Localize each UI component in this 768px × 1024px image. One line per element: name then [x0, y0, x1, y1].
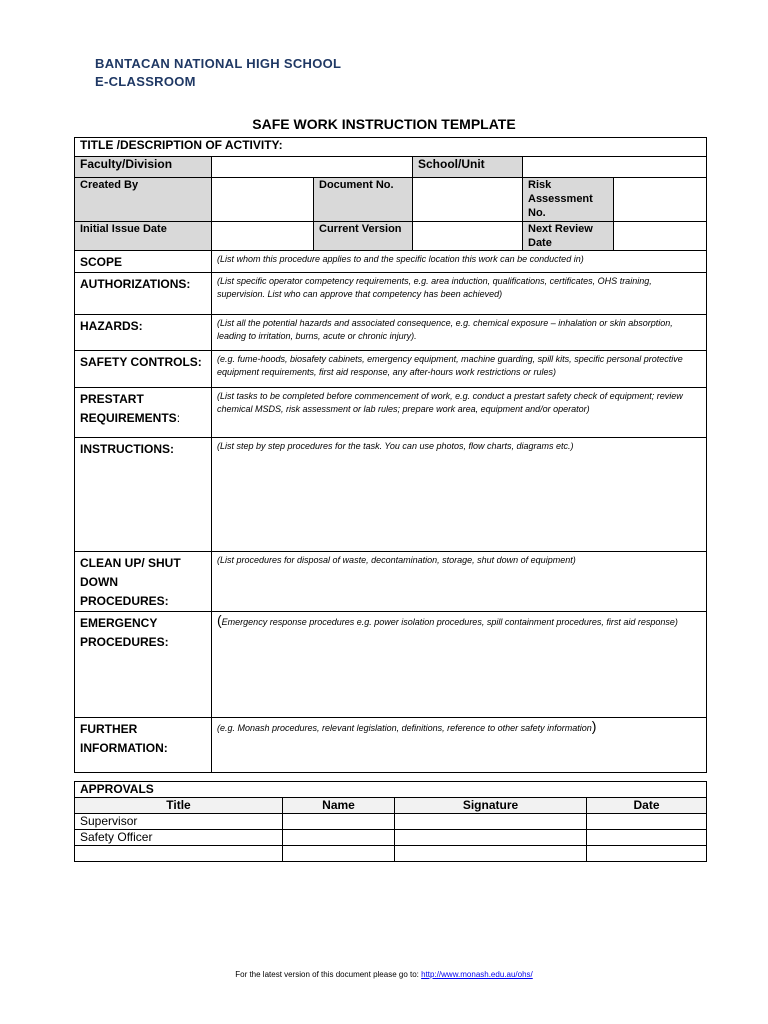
risk-assessment-label: Risk Assessment No. — [523, 178, 614, 222]
emergency-procedures-label — [75, 612, 212, 718]
initial-issue-date-field[interactable] — [212, 222, 314, 251]
school-header — [95, 55, 341, 91]
emergency-procedures-field[interactable] — [212, 612, 707, 718]
col-date: Date — [587, 798, 707, 814]
footer — [0, 970, 768, 979]
created-by-label: Created By — [75, 178, 212, 222]
further-line-1: FURTHER — [80, 722, 138, 736]
scope-label: SCOPE — [75, 251, 212, 273]
document-no-field[interactable] — [413, 178, 523, 222]
authorizations-label: AUTHORIZATIONS: — [75, 273, 212, 315]
hazards-label: HAZARDS: — [75, 315, 212, 351]
footer-text: For the latest version of this document please go to: — [235, 970, 422, 979]
initial-issue-date-label: Initial Issue Date — [75, 222, 212, 251]
clean-up-line-3: PROCEDURES: — [80, 594, 169, 608]
instructions-label: INSTRUCTIONS: — [75, 438, 212, 552]
current-version-label: Current Version — [314, 222, 413, 251]
school-subtitle: E-CLASSROOM — [95, 74, 196, 89]
current-version-field[interactable] — [413, 222, 523, 251]
prestart-line-1: PRESTART — [80, 392, 144, 406]
document-title: SAFE WORK INSTRUCTION TEMPLATE — [252, 116, 516, 132]
blank-signature-field[interactable] — [395, 846, 587, 862]
further-line-2: INFORMATION: — [80, 741, 168, 755]
further-close-paren: ) — [591, 718, 597, 734]
faculty-division-field[interactable] — [212, 157, 413, 178]
further-information-label — [75, 718, 212, 773]
risk-assessment-field[interactable] — [614, 178, 707, 222]
school-name: BANTACAN NATIONAL HIGH SCHOOL — [95, 56, 342, 71]
blank-name-field[interactable] — [283, 846, 395, 862]
col-name: Name — [283, 798, 395, 814]
clean-up-field[interactable]: (List procedures for disposal of waste, decontamination, storage, shut down of equipment) — [212, 552, 707, 612]
prestart-line-2 — [80, 409, 206, 428]
title-description-label: TITLE /DESCRIPTION OF ACTIVITY: — [75, 138, 707, 157]
supervisor-signature-field[interactable] — [395, 814, 587, 830]
emergency-open-paren: ( — [217, 612, 222, 628]
safe-work-form — [74, 137, 707, 773]
emergency-line-1: EMERGENCY — [80, 616, 158, 630]
safety-officer-signature-field[interactable] — [395, 830, 587, 846]
col-signature: Signature — [395, 798, 587, 814]
blank-title-field[interactable] — [75, 846, 283, 862]
further-information-field[interactable] — [212, 718, 707, 773]
approvals-heading: APPROVALS — [75, 782, 707, 798]
created-by-field[interactable] — [212, 178, 314, 222]
safety-controls-field[interactable]: (e.g. fume-hoods, biosafety cabinets, emergency equipment, machine guarding, spill kits, specific personal protective equipment requirements, first aid response, any after-hours work restrictions or rules) — [212, 351, 707, 388]
table-row — [75, 814, 707, 830]
blank-date-field[interactable] — [587, 846, 707, 862]
prestart-requirements-label — [75, 388, 212, 438]
clean-up-line-2: DOWN — [80, 575, 118, 589]
next-review-date-label: Next Review Date — [523, 222, 614, 251]
supervisor-name-field[interactable] — [283, 814, 395, 830]
further-desc: (e.g. Monash procedures, relevant legislation, definitions, reference to other safety information — [217, 723, 592, 733]
table-row — [75, 830, 707, 846]
school-unit-field[interactable] — [523, 157, 707, 178]
supervisor-label: Supervisor — [75, 814, 283, 830]
prestart-colon: : — [176, 411, 181, 425]
scope-field[interactable]: (List whom this procedure applies to and the specific location this work can be conducted in) — [212, 251, 707, 273]
clean-up-label — [75, 552, 212, 612]
safety-officer-date-field[interactable] — [587, 830, 707, 846]
emergency-desc: Emergency response procedures e.g. power isolation procedures, spill containment procedures, first aid response) — [221, 617, 678, 627]
col-title: Title — [75, 798, 283, 814]
instructions-field[interactable]: (List step by step procedures for the task. You can use photos, flow charts, diagrams etc.) — [212, 438, 707, 552]
approvals-table — [74, 781, 707, 862]
prestart-requirements-field[interactable]: (List tasks to be completed before commencement of work, e.g. conduct a prestart safety check of equipment; review chemical MSDS, risk assessment or lab rules; prepare work area, equipment and/or operator) — [212, 388, 707, 438]
authorizations-field[interactable]: (List specific operator competency requirements, e.g. area induction, qualifications, certificates, OHS training, supervision. List who can approve that competency has been achieved) — [212, 273, 707, 315]
school-unit-label: School/Unit — [413, 157, 523, 178]
clean-up-line-1: CLEAN UP/ SHUT — [80, 556, 181, 570]
prestart-line-2-text: REQUIREMENTS — [80, 411, 177, 425]
emergency-line-2: PROCEDURES: — [80, 635, 169, 649]
safety-officer-name-field[interactable] — [283, 830, 395, 846]
document-no-label: Document No. — [314, 178, 413, 222]
hazards-field[interactable]: (List all the potential hazards and associated consequence, e.g. chemical exposure – inhalation or skin absorption, leading to irritation, burns, acute or chronic injury). — [212, 315, 707, 351]
safety-officer-label: Safety Officer — [75, 830, 283, 846]
safety-controls-label: SAFETY CONTROLS: — [75, 351, 212, 388]
table-row — [75, 846, 707, 862]
supervisor-date-field[interactable] — [587, 814, 707, 830]
footer-link[interactable]: http://www.monash.edu.au/ohs/ — [421, 970, 533, 979]
faculty-division-label: Faculty/Division — [75, 157, 212, 178]
next-review-date-field[interactable] — [614, 222, 707, 251]
